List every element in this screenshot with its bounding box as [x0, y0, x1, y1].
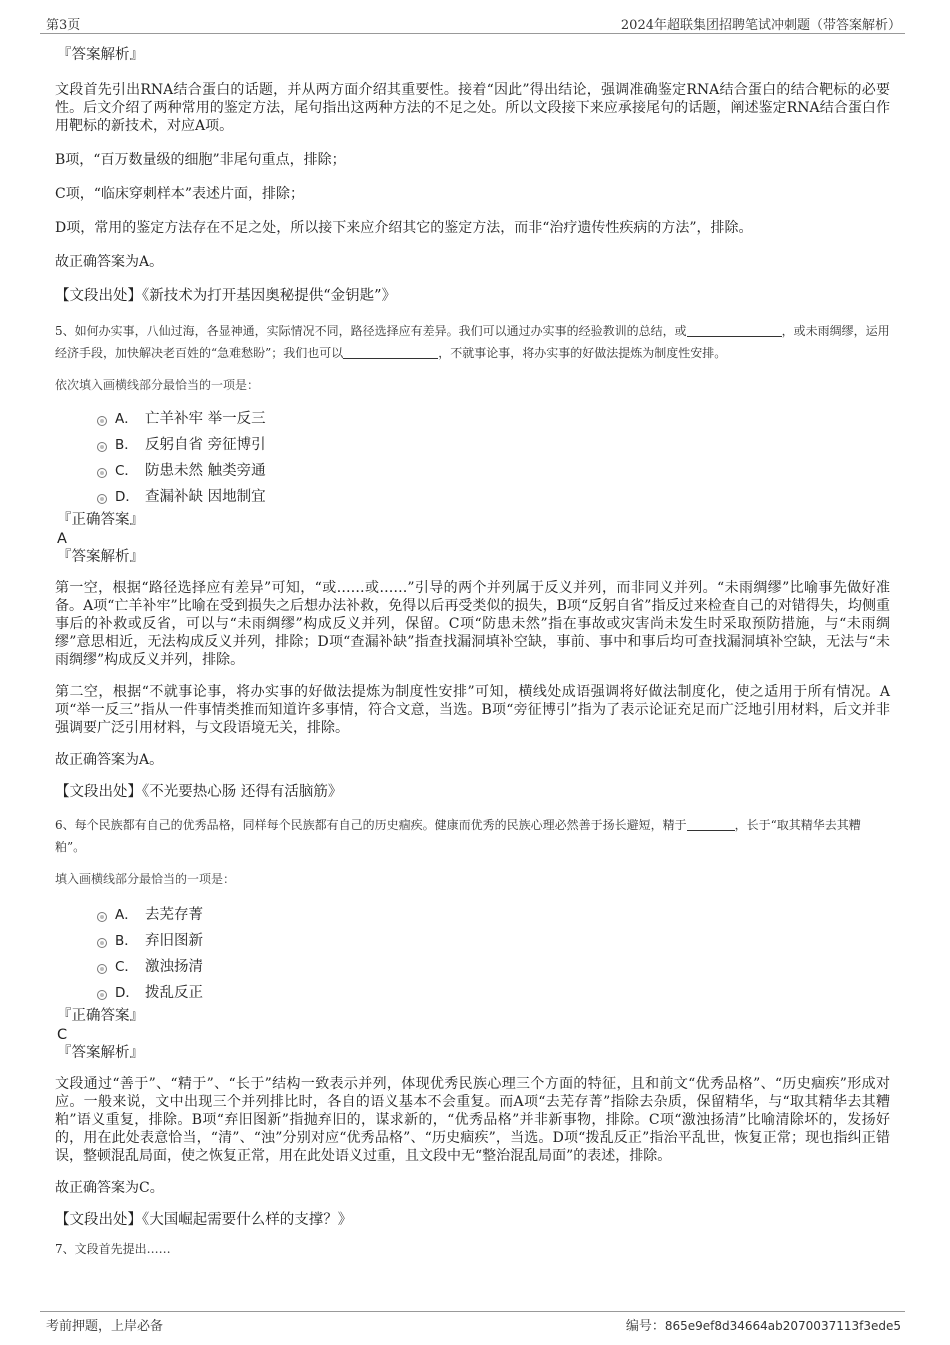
radio-icon[interactable]: [97, 442, 107, 452]
analysis-paragraph: 第一空，根据“路径选择应有差异”可知，“或……或……”引导的两个并列属于反义并列，而非同义并列。“未雨绸缪”比喻事先做好准备。A项“亡羊补牢”比喻在受到损失之后想办法补救，免得以后再受类似的损失，B项“反躬自省”指反过来检查自己的对错得失，均侧重事后的补救或反省，可以与“未雨绸缪”构成反义并列，保留。C项“防患未然”指在事故或灾害尚未发生时采取预防措施，与“未雨绸缪”意思相近，无法构成反义并列，排除；D项“查漏补缺”指查找漏洞填补空缺，事前、事中和事后均可查找漏洞填补空缺，无法与“未雨绸缪”构成反义并列，排除。: [55, 580, 890, 668]
page-footer: [40, 1311, 905, 1335]
fill-blank: [687, 818, 735, 831]
document-code: [626, 1315, 901, 1334]
correct-answer: C: [57, 1027, 68, 1043]
analysis-paragraph: 第二空，根据“不就事论事，将办实事的好做法提炼为制度性安排”可知，横线处成语强调将好做法制度化，使之适用于所有情况。A项“举一反三”指从一件事情类推而知道许多事情，符合文意，当选。B项“旁征博引”指为了表示论证充足而广泛地引用材料，后文并非强调要广泛引用材料，与文段语境无关，排除。: [55, 684, 890, 736]
footer-slogan: 考前押题，上岸必备: [46, 1319, 164, 1334]
source-label: 【文段出处】: [55, 784, 142, 800]
analysis-paragraph: D项，常用的鉴定方法存在不足之处，所以接下来应介绍其它的鉴定方法，而非“治疗遗传性疾病的方法”，排除。: [55, 220, 753, 236]
analysis-paragraph: 故正确答案为A。: [55, 254, 164, 270]
fill-blank: [343, 346, 438, 359]
question-6-option-d[interactable]: D． 拨乱反正: [55, 984, 890, 1003]
page-number: 第3页: [46, 18, 81, 33]
radio-icon[interactable]: [97, 912, 107, 922]
correct-answer-label: 『正确答案』: [57, 512, 144, 528]
page-content: [55, 46, 890, 1256]
question-5-option-c[interactable]: C． 防患未然 触类旁通: [55, 462, 890, 481]
analysis-label: 『答案解析』: [57, 1045, 144, 1061]
analysis-paragraph: 文段通过“善于”、“精于”、“长于”结构一致表示并列，体现优秀民族心理三个方面的特征，且和前文“优秀品格”、“历史痼疾”形成对应。一般来说，文中出现三个并列排比时，各自的语义基本不会重复。而A项“去芜存菁”指除去杂质，保留精华，与“取其精华去其糟粕”语义重复，排除。B项“弃旧图新”指抛弃旧的，谋求新的，“优秀品格”并非新事物，排除。C项“激浊扬清”比喻清除坏的，发扬好的，用在此处表意恰当，“清”、“浊”分别对应“优秀品格”、“历史痼疾”，当选。D项“拨乱反正”指治平乱世，恢复正常；现也指纠正错误，整顿混乱局面，使之恢复正常，用在此处语义过重，且文段中无“整治混乱局面”的表述，排除。: [55, 1076, 890, 1164]
question-6-option-c[interactable]: C． 激浊扬清: [55, 958, 890, 977]
page-header: [40, 12, 905, 34]
analysis-label: 『答案解析』: [57, 47, 144, 63]
radio-icon[interactable]: [97, 494, 107, 504]
question-5-stem: 5、如何办实事，八仙过海，各显神通，实际情况不同，路径选择应有差异。我们可以通过办实事的经验教训的总结，或 ，或未雨绸缪，运用经济手段，加快解决老百姓的“急难愁盼”；我们也可以 ，不就事论事，将办实事的好做法提炼为制度性安排。: [55, 324, 890, 360]
source-line: [55, 783, 890, 802]
correct-answer: A: [57, 531, 67, 547]
question-5-option-a[interactable]: A． 亡羊补牢 举一反三: [55, 410, 890, 429]
source-title: 《新技术为打开基因奥秘提供“金钥匙”》: [142, 288, 397, 304]
source-label: 【文段出处】: [55, 288, 142, 304]
fill-blank: [687, 324, 782, 337]
source-title: 《不光要热心肠 还得有活脑筋》: [142, 784, 343, 800]
analysis-paragraph: C项，“临床穿刺样本”表述片面，排除；: [55, 186, 305, 202]
analysis-paragraph: 故正确答案为C。: [55, 1180, 164, 1196]
question-6-stem: 6、每个民族都有自己的优秀品格，同样每个民族都有自己的历史痼疾。健康而优秀的民族心理必然善于扬长避短，精于 ，长于“取其精华去其糟粕”。: [55, 818, 861, 854]
question-7-cutoff: 7、文段首先提出……: [55, 1242, 171, 1256]
source-label: 【文段出处】: [55, 1212, 142, 1228]
question-6-prompt: 填入画横线部分最恰当的一项是：: [55, 872, 236, 886]
radio-icon[interactable]: [97, 990, 107, 1000]
question-5-option-d[interactable]: D． 查漏补缺 因地制宜: [55, 488, 890, 507]
radio-icon[interactable]: [97, 468, 107, 478]
code-label: 编号：: [625, 1319, 665, 1334]
radio-icon[interactable]: [97, 938, 107, 948]
document-title: 2024年超联集团招聘笔试冲刺题（带答案解析）: [620, 18, 901, 33]
question-5-prompt: 依次填入画横线部分最恰当的一项是：: [55, 378, 260, 392]
analysis-label: 『答案解析』: [57, 549, 144, 565]
correct-answer-label: 『正确答案』: [57, 1008, 144, 1024]
question-6-option-b[interactable]: B． 弃旧图新: [55, 932, 890, 951]
source-line: [55, 1211, 890, 1230]
source-title: 《大国崛起需要什么样的支撑？》: [142, 1212, 353, 1228]
analysis-paragraph: B项，“百万数量级的细胞”非尾句重点，排除；: [55, 152, 346, 168]
analysis-paragraph: 故正确答案为A。: [55, 752, 164, 768]
radio-icon[interactable]: [97, 964, 107, 974]
radio-icon[interactable]: [97, 416, 107, 426]
question-5-option-b[interactable]: B． 反躬自省 旁征博引: [55, 436, 890, 455]
code-value: 865e9ef8d34664ab2070037113f3ede5: [664, 1319, 901, 1333]
question-6-option-a[interactable]: A． 去芜存菁: [55, 906, 890, 925]
analysis-paragraph: 文段首先引出RNA结合蛋白的话题，并从两方面介绍其重要性。接着“因此”得出结论，强调准确鉴定RNA结合蛋白的结合靶标的必要性。后文介绍了两种常用的鉴定方法，尾句指出这两种方法的不足之处。所以文段接下来应承接尾句的话题，阐述鉴定RNA结合蛋白作用靶标的新技术，对应A项。: [55, 82, 890, 134]
source-line: [55, 287, 890, 306]
